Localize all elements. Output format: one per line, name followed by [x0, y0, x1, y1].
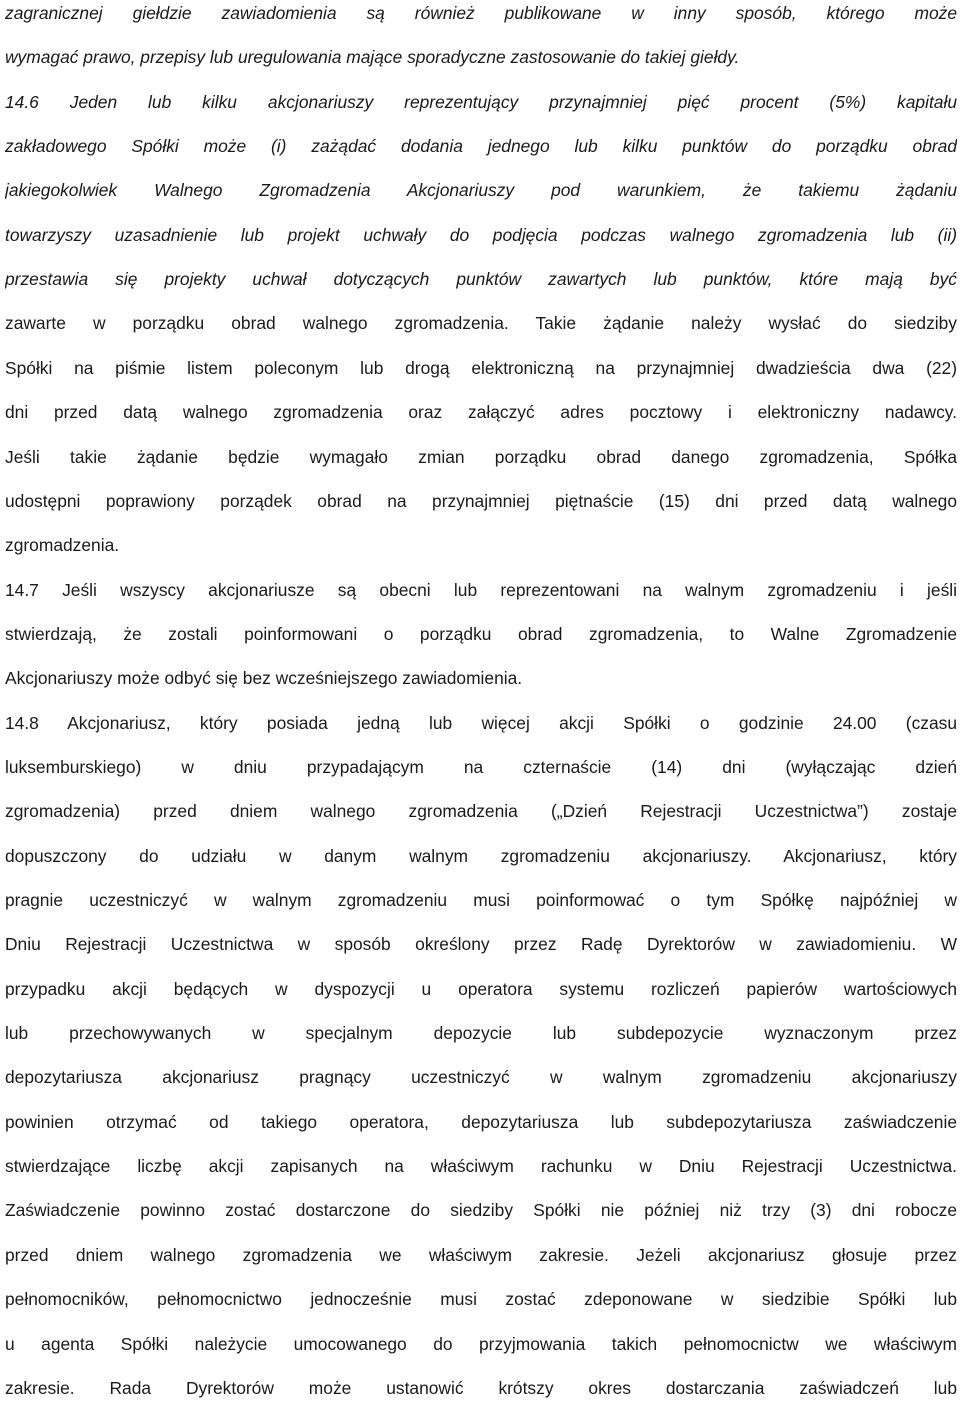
text-line: depozytariusza akcjonariusz pragnący uczestniczyć w walnym zgromadzeniu akcjonariuszy	[5, 1067, 957, 1088]
text-line: przed dniem walnego zgromadzenia we właściwym zakresie. Jeżeli akcjonariusz głosuje przez	[5, 1244, 957, 1265]
text-line: pragnie uczestniczyć w walnym zgromadzeniu musi poinformować o tym Spółkę najpóźniej w	[5, 890, 957, 910]
text-line: luksemburskiego) w dniu przypadającym na czternaście (14) dni (wyłączając dzień	[5, 756, 957, 777]
text-line: pełnomocników, pełnomocnictwo jednocześnie musi zostać zdeponowane w siedzibie Spółki lub	[5, 1289, 957, 1310]
text-line: u agenta Spółki należycie umocowanego do przyjmowania takich pełnomocnictw we właściwym	[5, 1333, 957, 1354]
text-line: 14.7 Jeśli wszyscy akcjonariusze są obecni lub reprezentowani na walnym zgromadzeniu i jeśli	[5, 579, 957, 600]
text-line: jakiegokolwiek Walnego Zgromadzenia Akcjonariuszy pod warunkiem, że takiemu żądaniu	[5, 180, 957, 201]
text-line: Zaświadczenie powinno zostać dostarczone do siedziby Spółki nie później niż trzy (3) dni robocze	[5, 1200, 957, 1221]
text-line: wymagać prawo, przepisy lub uregulowania mające sporadyczne zastosowanie do takiej giełdy.	[5, 47, 740, 68]
text-line: zgromadzenia.	[5, 535, 120, 556]
text-line: Spółki na piśmie listem poleconym lub drogą elektroniczną na przynajmniej dwadzieścia dwa (22)	[5, 357, 957, 378]
text-line: 14.6 Jeden lub kilku akcjonariuszy reprezentujący przynajmniej pięć procent (5%) kapitału	[5, 91, 957, 112]
text-line: zagranicznej giełdzie zawiadomienia są również publikowane w inny sposób, którego może	[5, 3, 957, 23]
text-line: zakresie. Rada Dyrektorów może ustanowić krótszy okres dostarczania zaświadczeń lub	[5, 1377, 957, 1398]
text-line: lub przechowywanych w specjalnym depozycie lub subdepozycie wyznaczonym przez	[5, 1023, 957, 1044]
text-line: 14.8 Akcjonariusz, który posiada jedną lub więcej akcji Spółki o godzinie 24.00 (czasu	[5, 712, 957, 733]
text-line: dni przed datą walnego zgromadzenia oraz załączyć adres pocztowy i elektroniczny nadawcy.	[5, 402, 957, 423]
text-line: powinien otrzymać od takiego operatora, depozytariusza lub subdepozytariusza zaświadczenie	[5, 1111, 957, 1132]
text-line: stwierdzające liczbę akcji zapisanych na właściwym rachunku w Dniu Rejestracji Uczestnictwa.	[5, 1156, 957, 1177]
text-line: Akcjonariuszy może odbyć się bez wcześniejszego zawiadomienia.	[5, 668, 523, 689]
text-line: Jeśli takie żądanie będzie wymagało zmian porządku obrad danego zgromadzenia, Spółka	[5, 446, 957, 467]
text-line: stwierdzają, że zostali poinformowani o porządku obrad zgromadzenia, to Walne Zgromadzenie	[5, 623, 957, 644]
text-line: zakładowego Spółki może (i) zażądać dodania jednego lub kilku punktów do porządku obrad	[5, 136, 957, 157]
text-line: zgromadzenia) przed dniem walnego zgromadzenia („Dzień Rejestracji Uczestnictwa”) zostaje	[5, 801, 957, 822]
text-line: przestawia się projekty uchwał dotyczących punktów zawartych lub punktów, które mają być	[5, 269, 957, 290]
text-line: Dniu Rejestracji Uczestnictwa w sposób określony przez Radę Dyrektorów w zawiadomieniu. W	[5, 934, 957, 955]
text-line: dopuszczony do udziału w danym walnym zgromadzeniu akcjonariuszy. Akcjonariusz, który	[5, 845, 957, 866]
text-line: przypadku akcji będących w dyspozycji u operatora systemu rozliczeń papierów wartościowych	[5, 978, 957, 999]
text-line: zawarte w porządku obrad walnego zgromadzenia. Takie żądanie należy wysłać do siedziby	[5, 313, 957, 334]
text-line: udostępni poprawiony porządek obrad na przynajmniej piętnaście (15) dni przed datą walnego	[5, 490, 957, 511]
text-line: towarzyszy uzasadnienie lub projekt uchwały do podjęcia podczas walnego zgromadzenia lub (ii)	[5, 224, 957, 245]
